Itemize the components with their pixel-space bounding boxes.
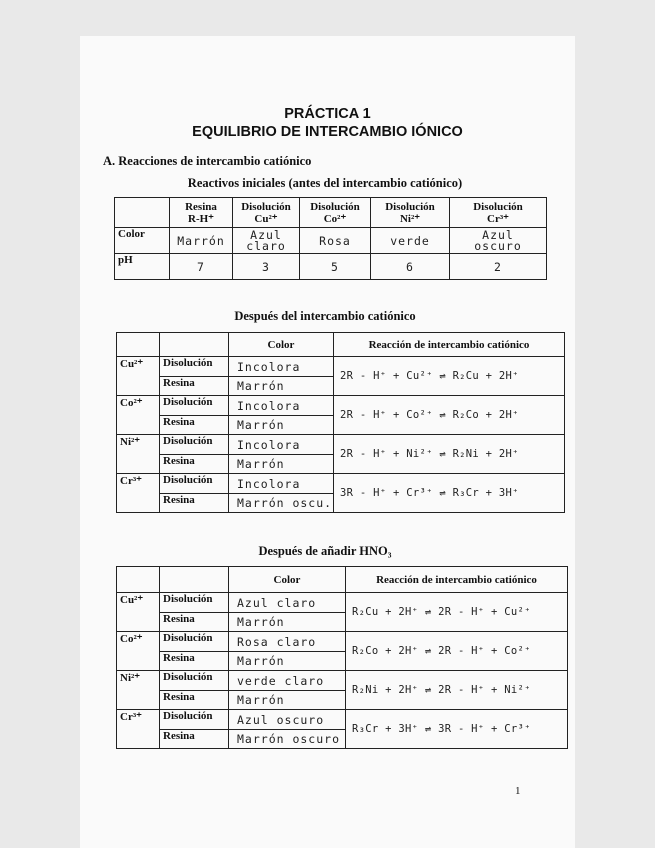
after-exchange-table <box>116 332 565 513</box>
table2-res-label: Resina <box>160 377 229 396</box>
table3-dis-label: Disolución <box>160 632 229 652</box>
table1-cell: Azul claro <box>233 228 300 254</box>
table1-cell: Rosa <box>300 228 371 254</box>
table1-cell: 7 <box>170 254 233 280</box>
table1-cell: 5 <box>300 254 371 280</box>
table1-cell: verde <box>371 228 450 254</box>
table1-cell: Azul oscuro <box>450 228 547 254</box>
table2-corner <box>117 333 160 357</box>
table3-reaction: R₃Cr + 3H⁺ ⇌ 3R - H⁺ + Cr³⁺ <box>346 710 568 749</box>
table3-res-label: Resina <box>160 691 229 710</box>
table1-col-header: Resina R-H⁺ <box>170 198 233 228</box>
table3-dis-color: Azul oscuro <box>229 710 346 730</box>
table3-dis-label: Disolución <box>160 593 229 613</box>
table1-row-label-ph: pH <box>115 254 170 280</box>
table2-ion: Co²⁺ <box>117 396 160 435</box>
table2-col-reaction: Reacción de intercambio catiónico <box>334 333 565 357</box>
table3-res-color: Marrón <box>229 691 346 710</box>
table2-reaction: 2R - H⁺ + Cu²⁺ ⇌ R₂Cu + 2H⁺ <box>334 357 565 396</box>
table3-ion: Cr³⁺ <box>117 710 160 749</box>
table2-res-label: Resina <box>160 494 229 513</box>
table2-dis-color: Incolora <box>229 396 334 416</box>
practice-title: PRÁCTICA 1 <box>284 106 371 122</box>
table2-dis-color: Incolora <box>229 435 334 455</box>
table3-corner <box>117 567 160 593</box>
table3-col-reaction: Reacción de intercambio catiónico <box>346 567 568 593</box>
table3-dis-color: Rosa claro <box>229 632 346 652</box>
table1-caption: Reactivos iniciales (antes del intercambio catiónico) <box>187 176 463 190</box>
table2-reaction: 3R - H⁺ + Cr³⁺ ⇌ R₃Cr + 3H⁺ <box>334 474 565 513</box>
table3-dis-label: Disolución <box>160 710 229 730</box>
table2-dis-label: Disolución <box>160 357 229 377</box>
table1-col-header: Disolución Cr³⁺ <box>450 198 547 228</box>
section-a-heading: A. Reacciones de intercambio catiónico <box>103 154 312 168</box>
table3-corner <box>160 567 229 593</box>
table3-caption: Después de añadir HNO₃ <box>258 544 392 558</box>
page-number: 1 <box>515 785 521 797</box>
table3-reaction: R₂Ni + 2H⁺ ⇌ 2R - H⁺ + Ni²⁺ <box>346 671 568 710</box>
table3-reaction: R₂Co + 2H⁺ ⇌ 2R - H⁺ + Co²⁺ <box>346 632 568 671</box>
table2-res-color: Marrón oscu. <box>229 494 334 513</box>
table3-res-color: Marrón <box>229 613 346 632</box>
table1-cell: 2 <box>450 254 547 280</box>
table1-cell: 6 <box>371 254 450 280</box>
practice-subtitle: EQUILIBRIO DE INTERCAMBIO IÓNICO <box>192 124 463 140</box>
table3-res-label: Resina <box>160 652 229 671</box>
table3-ion: Co²⁺ <box>117 632 160 671</box>
table3-res-color: Marrón oscuro <box>229 730 346 749</box>
table2-res-color: Marrón <box>229 455 334 474</box>
table2-res-color: Marrón <box>229 377 334 396</box>
table1-corner <box>115 198 170 228</box>
table2-ion: Ni²⁺ <box>117 435 160 474</box>
table2-dis-label: Disolución <box>160 396 229 416</box>
table3-dis-color: verde claro <box>229 671 346 691</box>
table3-ion: Ni²⁺ <box>117 671 160 710</box>
after-hno3-table <box>116 566 568 749</box>
table3-res-color: Marrón <box>229 652 346 671</box>
table2-ion: Cr³⁺ <box>117 474 160 513</box>
table3-dis-label: Disolución <box>160 671 229 691</box>
table2-res-label: Resina <box>160 455 229 474</box>
table2-dis-label: Disolución <box>160 474 229 494</box>
table3-res-label: Resina <box>160 613 229 632</box>
table2-corner <box>160 333 229 357</box>
table2-ion: Cu²⁺ <box>117 357 160 396</box>
table1-col-header: Disolución Ni²⁺ <box>371 198 450 228</box>
table3-ion: Cu²⁺ <box>117 593 160 632</box>
table1-col-header: Disolución Cu²⁺ <box>233 198 300 228</box>
table3-dis-color: Azul claro <box>229 593 346 613</box>
table1-cell: 3 <box>233 254 300 280</box>
table3-res-label: Resina <box>160 730 229 749</box>
table3-col-color: Color <box>229 567 346 593</box>
table2-dis-label: Disolución <box>160 435 229 455</box>
table1-cell: Marrón <box>170 228 233 254</box>
table2-col-color: Color <box>229 333 334 357</box>
table1-col-header: Disolución Co²⁺ <box>300 198 371 228</box>
initial-reagents-table <box>114 197 547 280</box>
table3-reaction: R₂Cu + 2H⁺ ⇌ 2R - H⁺ + Cu²⁺ <box>346 593 568 632</box>
table2-res-color: Marrón <box>229 416 334 435</box>
table2-caption: Después del intercambio catiónico <box>234 309 416 323</box>
table1-row-label-color: Color <box>115 228 170 254</box>
table2-res-label: Resina <box>160 416 229 435</box>
table2-reaction: 2R - H⁺ + Co²⁺ ⇌ R₂Co + 2H⁺ <box>334 396 565 435</box>
table2-dis-color: Incolora <box>229 357 334 377</box>
table2-reaction: 2R - H⁺ + Ni²⁺ ⇌ R₂Ni + 2H⁺ <box>334 435 565 474</box>
table2-dis-color: Incolora <box>229 474 334 494</box>
